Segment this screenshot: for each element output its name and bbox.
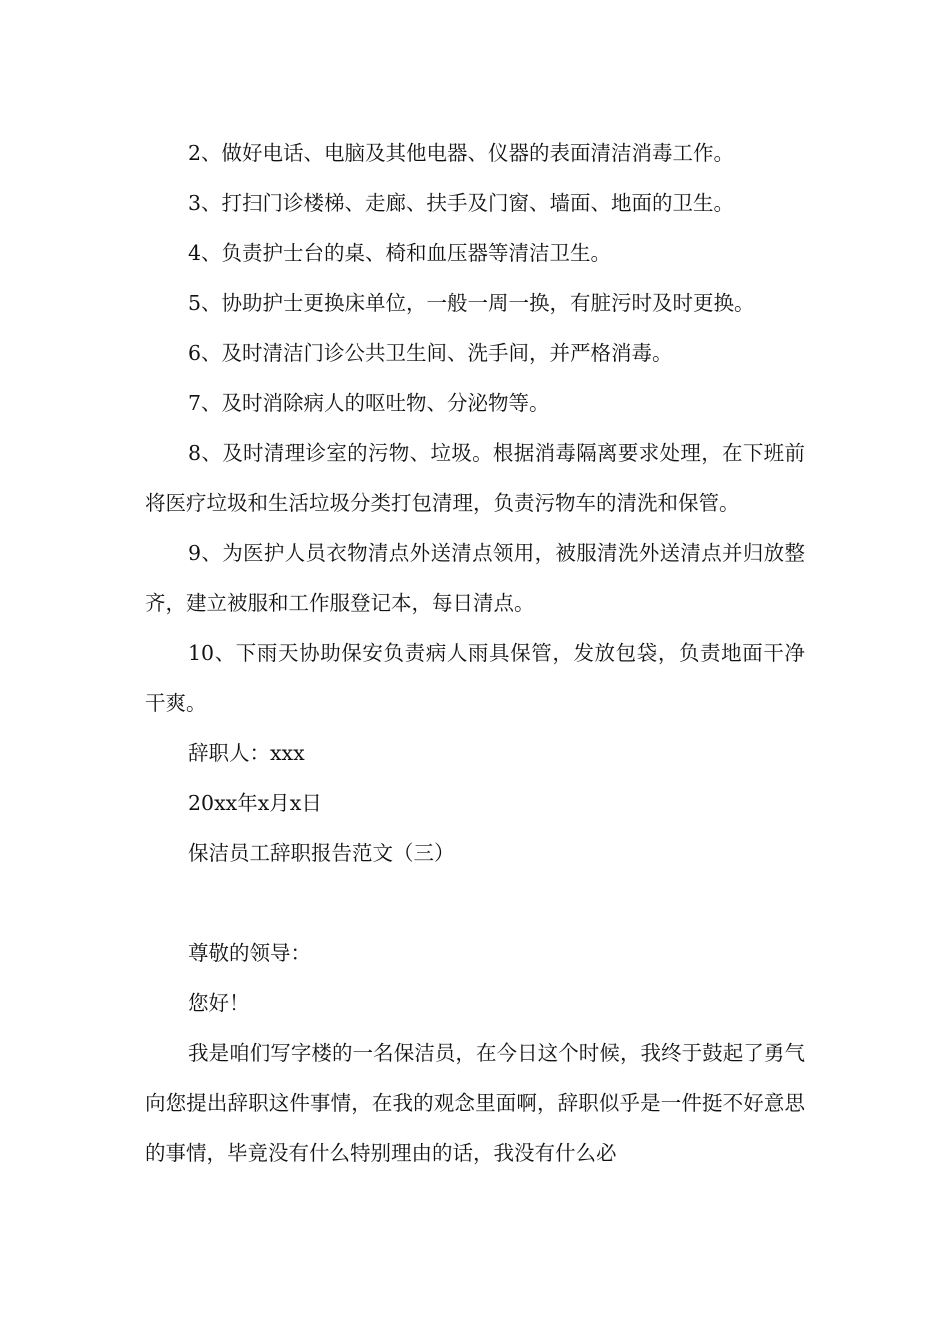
section-title: 保洁员工辞职报告范文（三） (188, 841, 455, 865)
list-item: 2、做好电话、电脑及其他电器、仪器的表面清洁消毒工作。 (188, 141, 735, 165)
body-paragraph: 我是咱们写字楼的一名保洁员，在今日这个时候，我终于鼓起了勇气向您提出辞职这件事情，在我的观念里面啊，辞职似乎是一件挺不好意思的事情，毕竟没有什么特别理由的话，我没有什么必 (145, 1041, 805, 1165)
list-item: 3、打扫门诊楼梯、走廊、扶手及门窗、墙面、地面的卫生。 (188, 191, 735, 215)
list-item: 10、下雨天协助保安负责病人雨具保管，发放包袋，负责地面干净干爽。 (145, 641, 805, 715)
blank-line (145, 878, 805, 928)
salutation: 尊敬的领导： (188, 941, 311, 965)
list-item: 7、及时消除病人的呕吐物、分泌物等。 (188, 391, 550, 415)
list-item: 4、负责护士台的桌、椅和血压器等清洁卫生。 (188, 241, 612, 265)
date-line: 20xx年x月x日 (188, 791, 322, 815)
list-item: 5、协助护士更换床单位，一般一周一换，有脏污时及时更换。 (188, 291, 755, 315)
list-item: 9、为医护人员衣物清点外送清点领用，被服清洗外送清点并归放整齐，建立被服和工作服登记本，每日清点。 (145, 541, 805, 615)
document-body (145, 128, 805, 1178)
signature-line: 辞职人：xxx (188, 741, 305, 765)
list-item: 6、及时清洁门诊公共卫生间、洗手间，并严格消毒。 (188, 341, 673, 365)
greeting: 您好！ (188, 991, 250, 1015)
list-item: 8、及时清理诊室的污物、垃圾。根据消毒隔离要求处理，在下班前将医疗垃圾和生活垃圾分类打包清理，负责污物车的清洗和保管。 (145, 441, 805, 515)
